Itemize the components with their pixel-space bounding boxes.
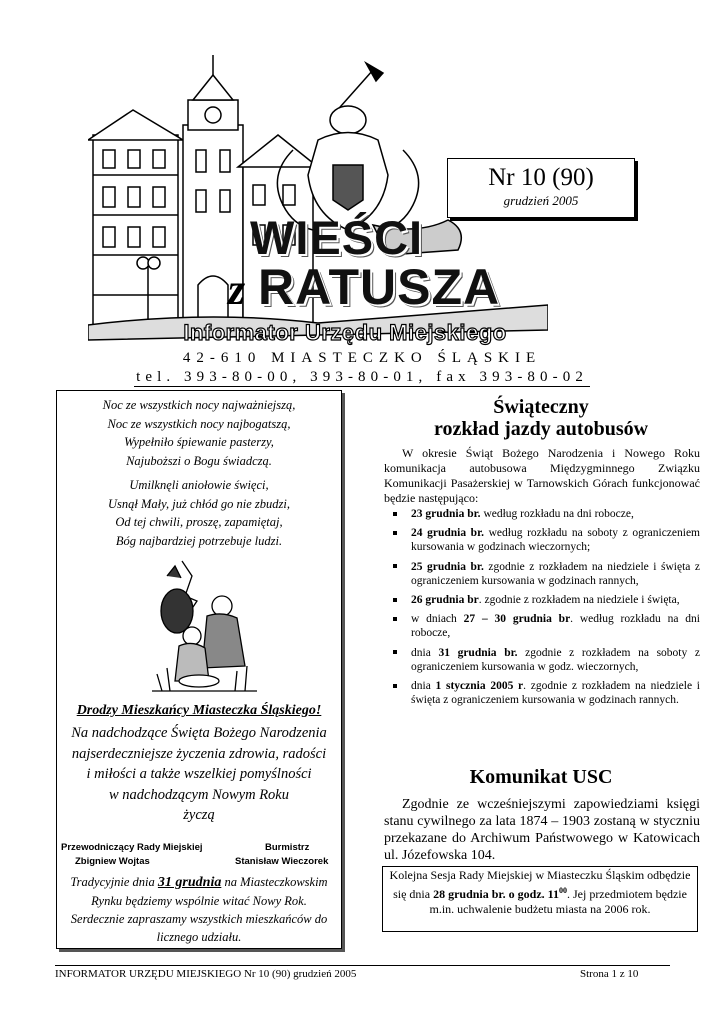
session-date: 28 grudnia br. o godz. 11 [433, 887, 559, 901]
greeting-line: i miłości a także wszelkiej pomyślności [86, 766, 312, 782]
footer-page-number: Strona 1 z 10 [580, 968, 639, 980]
item-date: 1 stycznia 2005 r [435, 680, 524, 693]
masthead-title-bottom: RATUSZA [258, 259, 501, 315]
list-item [384, 679, 700, 707]
invitation-post: na Miasteczkowskim [221, 875, 328, 889]
list-item [384, 646, 700, 674]
list-item [384, 526, 700, 554]
poem-line: Umilknęli aniołowie święci, [129, 478, 269, 492]
item-pre: w dniach [411, 613, 464, 626]
poem-stanza-2 [57, 476, 341, 550]
list-item [384, 593, 700, 607]
list-item [384, 560, 700, 588]
poem-line: Od tej chwili, proszę, zapamiętaj, [115, 515, 283, 529]
invitation-line: Rynku będziemy wspólnie witać Nowy Rok. [91, 894, 307, 908]
poem-line: Bóg najbardziej potrzebuje ludzi. [115, 533, 283, 548]
signature-left-role: Przewodniczący Rady Miejskiej [61, 842, 203, 853]
usc-article-body: Zgodnie ze wcześniejszymi zapowiedziami księgi stanu cywilnego za lata 1874 – 1903 zostaną w styczniu przekazane do Archiwum Państwowego w Katowicach ul. Józefowska 104. [384, 797, 700, 863]
invitation-date: 31 grudnia [157, 875, 222, 890]
session-pre: Kolejna Sesja Rady Miejskiej w Miasteczku Śląskim odbędzie się dnia [389, 868, 691, 901]
bus-intro-text: W okresie Świąt Bożego Narodzenia i Nowego Roku komunikacja autobusowa Międzygminnego Związku Komunikacji Pasażerskiej w Tarnowskich Górach funkcjonować będzie następująco: [384, 446, 700, 505]
usc-article-title: Komunikat USC [469, 766, 613, 788]
item-text: zgodnie z rozkładem na niedziele i święta z ograniczeniem kursowania w godzinach rannych, [411, 560, 700, 587]
item-text: . zgodnie z rozkładem na niedziele i święta z ograniczeniem kursowania w godzinach rannych. [411, 680, 700, 707]
item-pre: dnia [411, 680, 436, 693]
item-text: według rozkładu na soboty z ograniczeniem kursowania w godzinach wieczornych; [411, 527, 701, 554]
contact-line [0, 369, 724, 386]
issue-box [447, 158, 635, 218]
session-minutes: 00 [558, 886, 567, 895]
list-item [384, 612, 700, 640]
council-session-notice [382, 866, 698, 932]
item-text: . według rozkładu na dni robocze, [411, 613, 700, 640]
footer-divider [55, 965, 670, 966]
invitation-line: Serdecznie zapraszamy wszystkich mieszkańców do [70, 912, 328, 926]
greeting-line: Na nadchodzące Święta Bożego Narodzenia [71, 725, 327, 741]
greeting-line: w nadchodzącym Nowym Roku [108, 786, 289, 803]
list-item [384, 507, 700, 521]
bus-article-intro [384, 446, 700, 506]
bus-title-line: Świąteczny [493, 396, 589, 418]
signature-left-name: Zbigniew Wojtas [75, 856, 150, 867]
new-year-invitation [57, 873, 341, 946]
poem-line: Usnął Mały, już chłód go nie zbudzi, [108, 496, 290, 511]
poem-stanza-1 [57, 396, 341, 470]
signature-right-name: Stanisław Wieczorek [235, 856, 329, 867]
item-date: 26 grudnia br [411, 594, 479, 607]
nativity-illustration [137, 556, 267, 701]
masthead-banner: Informator Urzędu Miejskiego [183, 320, 507, 345]
invitation-line: licznego udziału. [156, 930, 242, 944]
poem-line: Noc ze wszystkich nocy najbogatszą, [107, 416, 291, 431]
item-text: według rozkładu na dni robocze, [480, 508, 634, 520]
signature-right-role: Burmistrz [265, 842, 310, 853]
item-date: 25 grudnia br. [411, 560, 484, 573]
footer-publication: INFORMATOR URZĘDU MIEJSKIEGO Nr 10 (90) grudzień 2005 [55, 968, 357, 980]
masthead-title-z: z [228, 265, 246, 314]
item-date: 23 grudnia br. [411, 508, 481, 520]
contact-text: tel. 393-80-00, 393-80-01, fax 393-80-02 [136, 369, 588, 385]
issue-date: grudzień 2005 [503, 193, 579, 208]
greeting-line: najserdeczniejsze życzenia zdrowia, radości [71, 745, 327, 762]
greeting-box [56, 390, 342, 949]
poem-line: Najuboższi o Bogu świadczą. [126, 453, 272, 468]
greeting-body [57, 723, 341, 826]
poem-line: Noc ze wszystkich nocy najważniejszą, [102, 398, 296, 412]
item-text: zgodnie z rozkładem na soboty z ograniczeniem kursowania w godz. wieczornych, [411, 646, 700, 673]
masthead-title-top: WIEŚCI [250, 211, 424, 264]
bus-schedule-list [384, 507, 700, 712]
bus-title-line: rozkład jazdy autobusów [433, 418, 649, 440]
poem-line: Wypełniło śpiewanie pasterzy, [124, 435, 274, 449]
item-date: 27 – 30 grudnia br [463, 613, 571, 626]
issue-number: Nr 10 (90) [488, 164, 594, 191]
invitation-pre: Tradycyjnie dnia [70, 875, 158, 889]
greeting-heading: Drodzy Mieszkańcy Miasteczka Śląskiego! [76, 703, 322, 718]
item-pre: dnia [411, 646, 439, 659]
item-date: 24 grudnia br. [411, 527, 485, 540]
greeting-line: życzą [183, 807, 215, 823]
bus-article-title [380, 396, 702, 440]
address-line: 42-610 MIASTECZKO ŚLĄSKIE [182, 350, 542, 366]
session-post: . Jej przedmiotem będzie m.in. uchwalenie budżetu miasta na 2006 rok. [429, 887, 687, 916]
item-date: 31 grudnia br. [438, 646, 518, 659]
invitation-first-line [57, 873, 341, 892]
item-text: . zgodnie z rozkładem na niedziele i święta, [478, 594, 680, 607]
